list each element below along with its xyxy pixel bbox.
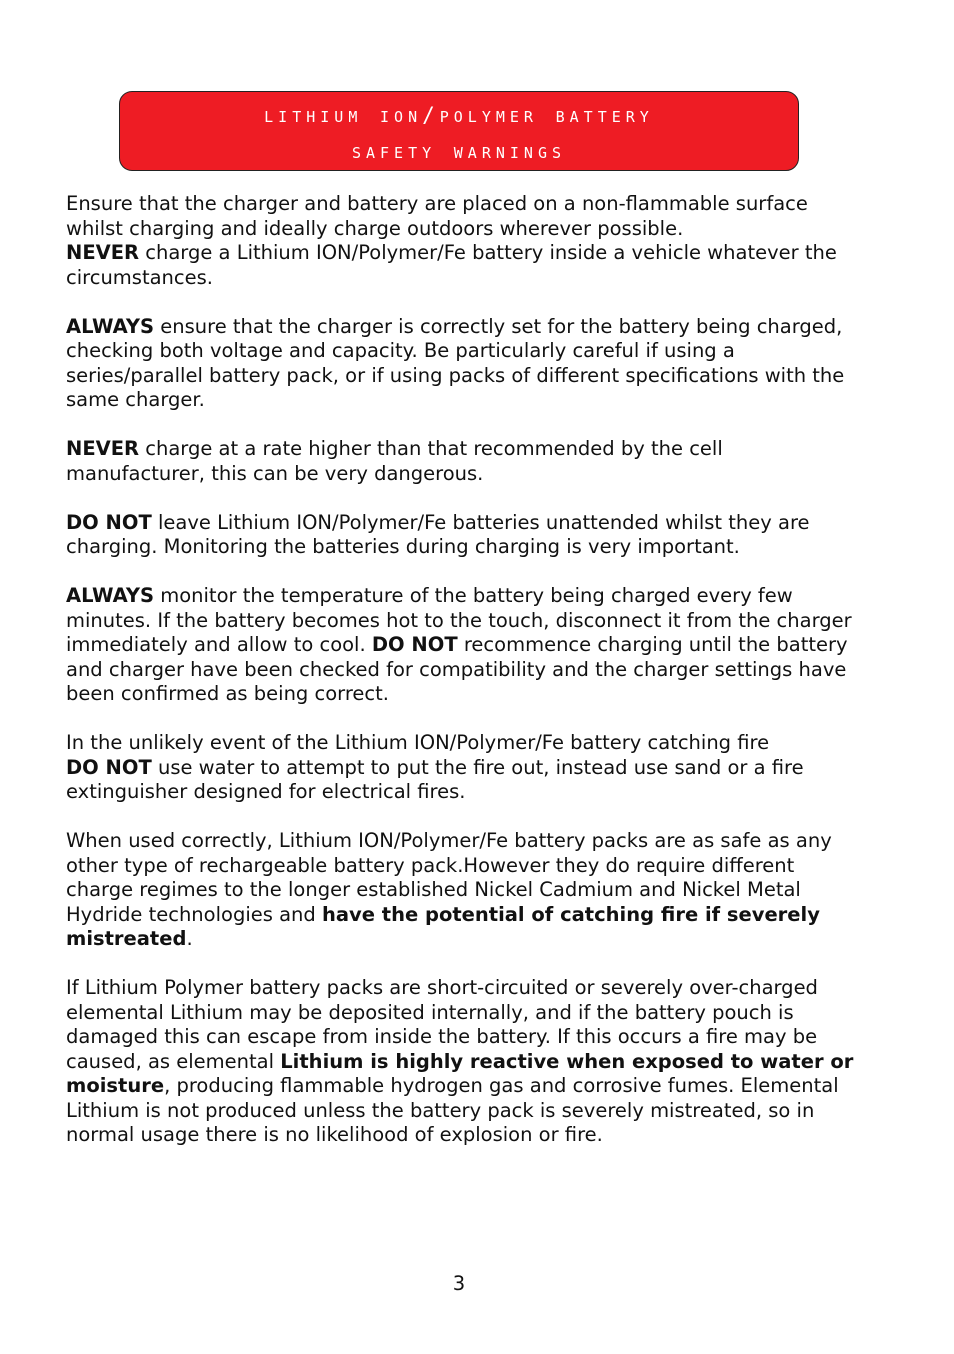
paragraph-charger-settings [66,315,866,413]
paragraph-text: charge at a rate higher than that recommended by the cell manufacturer, this can be very dangerous. [66,437,723,485]
emphasis-text: NEVER [66,241,140,264]
paragraph-text: use water to attempt to put the fire out, instead use sand or a fire extinguisher designed for electrical fires. [66,755,804,803]
emphasis-text: DO NOT [66,510,152,534]
paragraph-text: ensure that the charger is correctly set for the battery being charged, checking both voltage and capacity. Be particularly careful if using a series/parallel battery pack, or if using packs of different specifications with the same charger. [66,314,845,411]
paragraph-placement [66,192,866,290]
paragraph-text: If Lithium Polymer battery packs are short-circuited or severely over-charged elemental Lithium may be deposited internally, and if the battery pouch is damaged this can escape from inside the battery. If this occurs a fire may be caused, as elemental [66,976,818,1073]
paragraph-fire [66,731,866,805]
paragraph-temperature [66,584,866,707]
title-banner [119,91,799,171]
emphasis-text: DO NOT [66,755,152,779]
emphasis-text: DO NOT [371,633,458,656]
banner-title-line-2: safety warnings [351,139,567,163]
paragraph-text: recommence charging until the battery and charger have been checked for compatibility and the charger settings have been confirmed as being correct. [66,633,848,705]
paragraph-text: In the unlikely event of the Lithium ION/Polymer/Fe battery catching fire [66,731,770,754]
paragraph-text: . [186,927,193,950]
paragraph-charge-rate [66,437,866,486]
emphasis-text: NEVER [66,437,140,460]
warnings-body [66,192,866,1172]
page-number: 3 [452,1272,466,1295]
emphasis-text: Lithium is highly reactive when exposed to water or moisture [66,1049,854,1097]
banner-title-line-1: lithium ion/polymer battery [264,103,654,127]
paragraph-text: When used correctly, Lithium ION/Polymer/Fe battery packs are as safe as any other type of rechargeable battery pack.However they do require different charge regimes to the longer established Nickel Cadmium and Nickel Metal Hydride technologies and [66,829,832,926]
paragraph-text: , producing flammable hydrogen gas and corrosive fumes. Elemental Lithium is not produced unless the battery pack is severely mistreated, so in normal usage there is no likelihood of explosion or fire. [66,1074,839,1146]
paragraph-short-circuit [66,976,866,1148]
emphasis-text: ALWAYS [66,584,155,607]
paragraph-text: charge a Lithium ION/Polymer/Fe battery inside a vehicle whatever the circumstances. [66,241,837,289]
paragraph-unattended [66,511,866,560]
emphasis-text: ALWAYS [66,314,155,338]
paragraph-text: monitor the temperature of the battery being charged every few minutes. If the battery becomes hot to the touch, disconnect it from the charger immediately and allow to cool. [66,584,852,656]
paragraph-correct-use [66,829,866,952]
emphasis-text: have the potential of catching fire if severely mistreated [66,902,820,950]
paragraph-text: leave Lithium ION/Polymer/Fe batteries unattended whilst they are charging. Monitoring the batteries during charging is very important. [66,510,810,558]
paragraph-text: Ensure that the charger and battery are placed on a non-flammable surface whilst charging and ideally charge outdoors wherever possible. [66,192,808,240]
